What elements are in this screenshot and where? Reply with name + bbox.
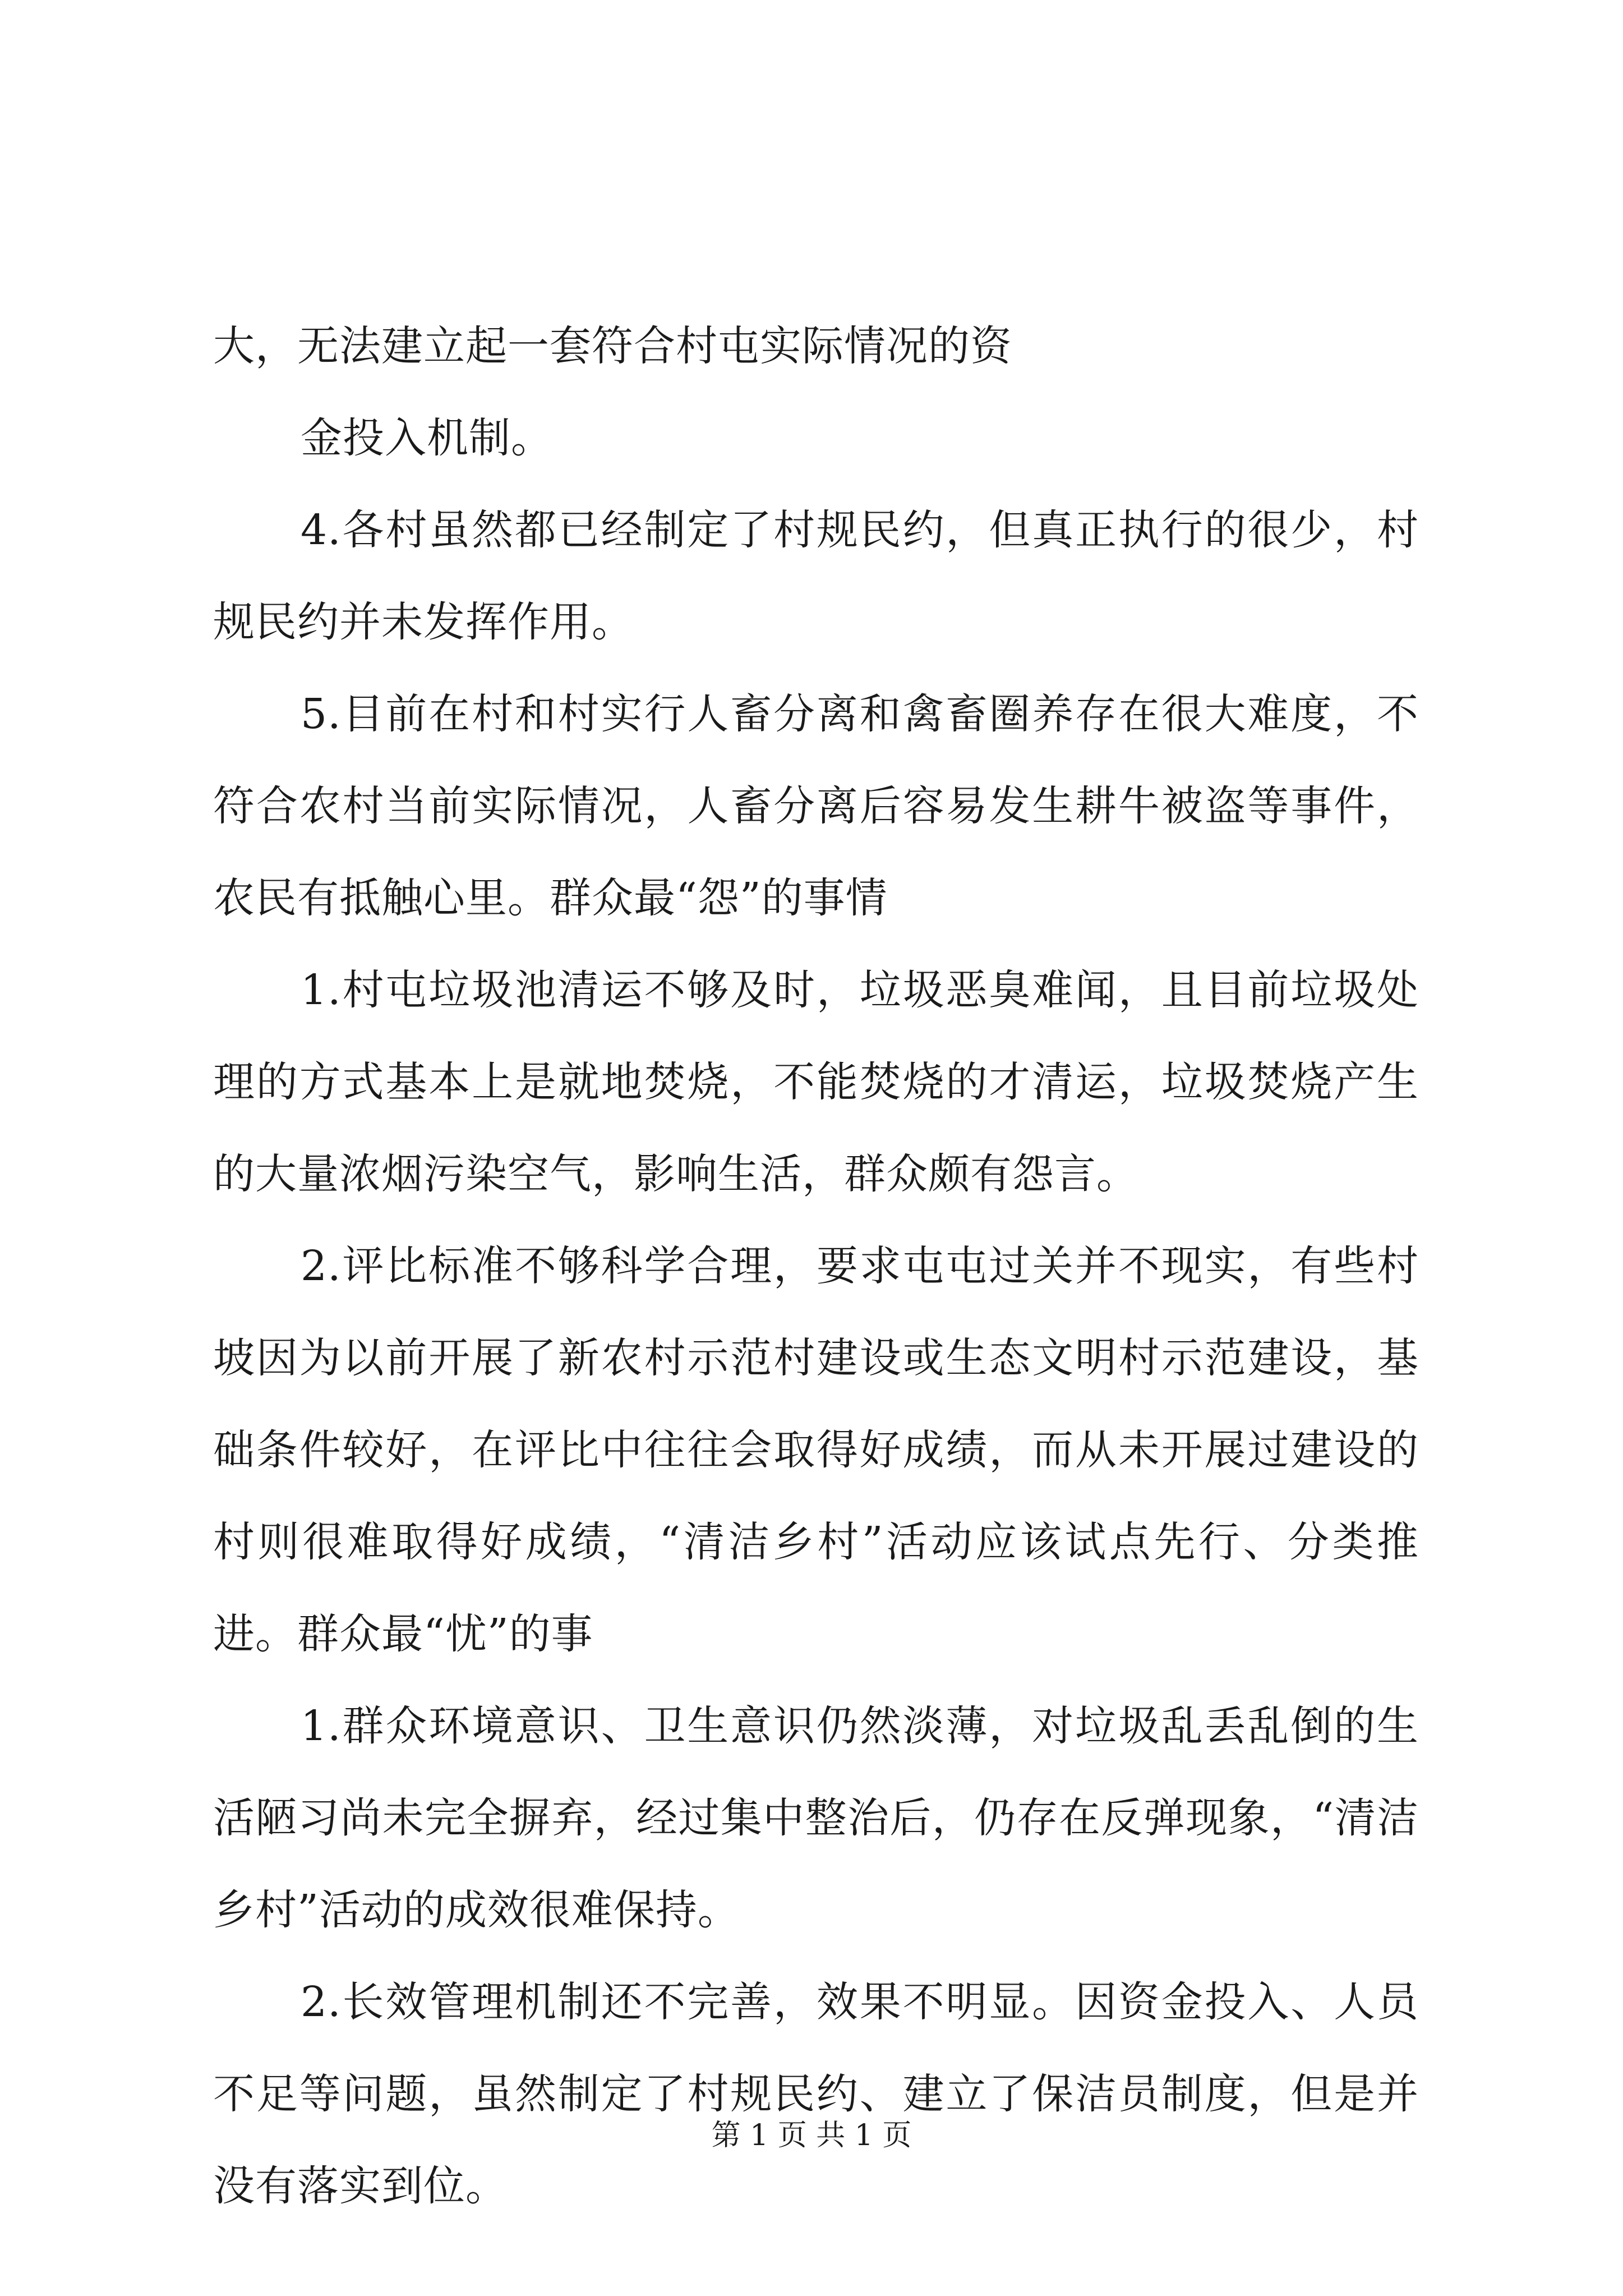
paragraph: 2.评比标准不够科学合理，要求屯屯过关并不现实，有些村坡因为以前开展了新农村示范村建设或生态文明村示范建设，基础条件较好，在评比中往往会取得好成绩，而从未开展过建设的村则很难取得好成绩，“清洁乡村”活动应该试点先行、分类推进。群众最“忧”的事 xyxy=(213,1242,1419,1658)
page-footer: 第 1 页 共 1 页 xyxy=(711,2119,912,2152)
paragraph: 1.群众环境意识、卫生意识仍然淡薄，对垃圾乱丢乱倒的生活陋习尚未完全摒弃，经过集中整治后，仍存在反弹现象，“清洁乡村”活动的成效很难保持。 xyxy=(213,1702,1419,1934)
paragraph: 5.目前在村和村实行人畜分离和禽畜圈养存在很大难度，不符合农村当前实际情况，人畜分离后容易发生耕牛被盗等事件，农民有抵触心里。群众最“怨”的事情 xyxy=(213,690,1419,922)
paragraph: 2.长效管理机制还不完善，效果不明显。因资金投入、人员不足等问题，虽然制定了村规民约、建立了保洁员制度，但是并没有落实到位。 xyxy=(213,1978,1419,2210)
paragraph: 1.村屯垃圾池清运不够及时，垃圾恶臭难闻，且目前垃圾处理的方式基本上是就地焚烧，不能焚烧的才清运，垃圾焚烧产生的大量浓烟污染空气，影响生活，群众颇有怨言。 xyxy=(213,966,1419,1198)
paragraph: 4.各村虽然都已经制定了村规民约，但真正执行的很少，村规民约并未发挥作用。 xyxy=(213,506,1419,646)
paragraph: 大，无法建立起一套符合村屯实际情况的资 xyxy=(213,322,1012,370)
document-body xyxy=(213,300,1419,2232)
paragraph: 金投入机制。 xyxy=(301,414,553,462)
